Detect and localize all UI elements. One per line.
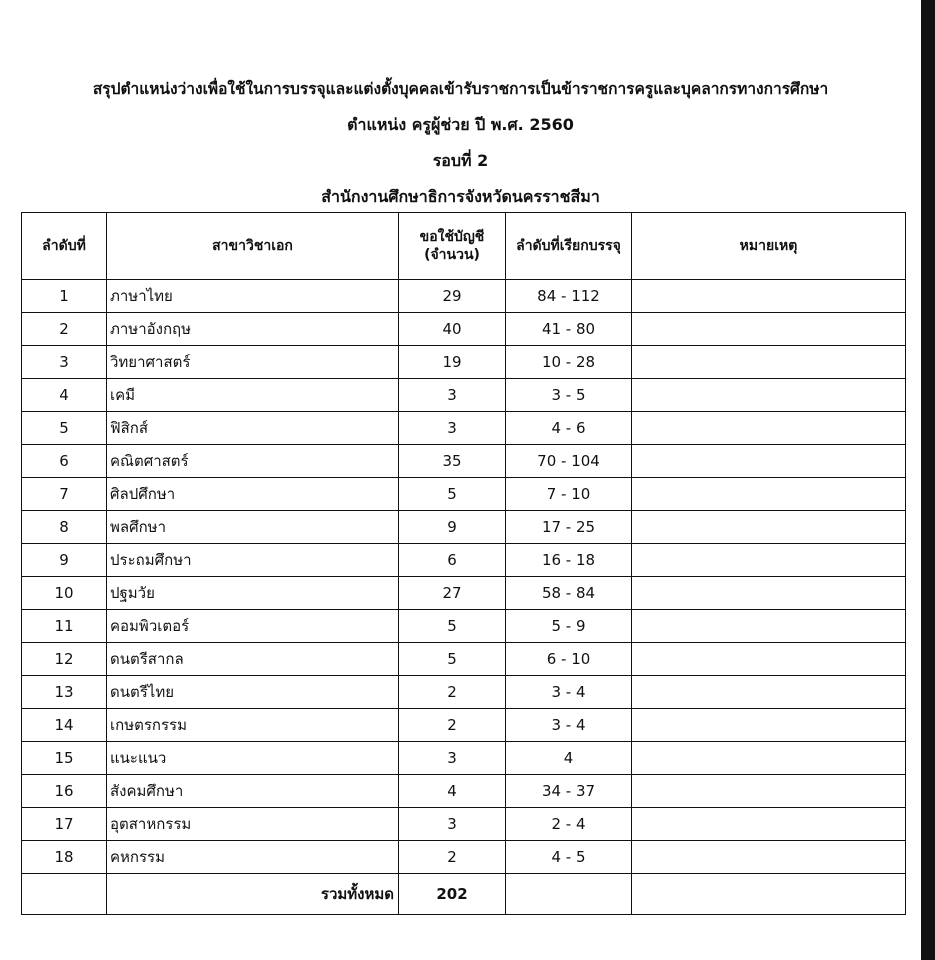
row-count: 35 [399,445,506,478]
header-order: ลำดับที่ [22,213,107,280]
row-subject: ภาษาไทย [107,280,399,313]
row-subject: พลศึกษา [107,511,399,544]
row-count: 9 [399,511,506,544]
row-count: 19 [399,346,506,379]
row-number: 17 [22,808,107,841]
row-subject: แนะแนว [107,742,399,775]
row-remark [632,841,906,874]
row-remark [632,280,906,313]
table-body [22,280,906,915]
row-remark [632,478,906,511]
row-number: 1 [22,280,107,313]
row-call-range: 34 - 37 [506,775,632,808]
row-call-range: 4 [506,742,632,775]
table-row [22,379,906,412]
row-count: 2 [399,676,506,709]
row-count: 5 [399,478,506,511]
row-count: 5 [399,610,506,643]
row-subject: เกษตรกรรม [107,709,399,742]
table-row [22,478,906,511]
position-subtitle: ตำแหน่ง ครูผู้ช่วย ปี พ.ศ. 2560 [347,115,574,134]
table-row [22,808,906,841]
row-count: 3 [399,808,506,841]
row-remark [632,676,906,709]
row-call-range: 70 - 104 [506,445,632,478]
row-subject: ศิลปศึกษา [107,478,399,511]
row-number: 2 [22,313,107,346]
row-subject: ประถมศึกษา [107,544,399,577]
table-header-row [22,213,906,280]
table-row [22,280,906,313]
table-row [22,577,906,610]
header-request-line2: (จำนวน) [424,247,480,263]
row-subject: อุตสาหกรรม [107,808,399,841]
vacancy-summary-table [21,212,906,915]
row-number: 16 [22,775,107,808]
table-row [22,313,906,346]
row-remark [632,742,906,775]
row-number: 3 [22,346,107,379]
row-remark [632,709,906,742]
header-request [399,213,506,280]
row-subject: ฟิสิกส์ [107,412,399,445]
header-major: สาขาวิชาเอก [107,213,399,280]
row-count: 3 [399,412,506,445]
row-number: 11 [22,610,107,643]
table-row [22,412,906,445]
row-call-range: 4 - 5 [506,841,632,874]
row-count: 3 [399,379,506,412]
row-call-range: 58 - 84 [506,577,632,610]
row-subject: คหกรรม [107,841,399,874]
table-row [22,841,906,874]
row-count: 29 [399,280,506,313]
row-count: 6 [399,544,506,577]
row-subject: คอมพิวเตอร์ [107,610,399,643]
row-call-range: 3 - 5 [506,379,632,412]
row-number: 14 [22,709,107,742]
row-call-range: 6 - 10 [506,643,632,676]
row-number: 7 [22,478,107,511]
row-number: 18 [22,841,107,874]
row-count: 3 [399,742,506,775]
row-remark [632,643,906,676]
row-call-range: 16 - 18 [506,544,632,577]
row-subject: ดนตรีไทย [107,676,399,709]
row-remark [632,313,906,346]
row-subject: ดนตรีสากล [107,643,399,676]
row-number: 12 [22,643,107,676]
row-remark [632,445,906,478]
total-value: 202 [399,874,506,915]
table-row [22,610,906,643]
table-row [22,775,906,808]
row-subject: สังคมศึกษา [107,775,399,808]
row-number: 9 [22,544,107,577]
row-remark [632,511,906,544]
row-call-range: 2 - 4 [506,808,632,841]
row-call-range: 4 - 6 [506,412,632,445]
row-remark [632,379,906,412]
row-count: 27 [399,577,506,610]
row-remark [632,610,906,643]
office-subtitle: สำนักงานศึกษาธิการจังหวัดนครราชสีมา [321,187,600,206]
row-call-range: 3 - 4 [506,709,632,742]
table-row [22,445,906,478]
row-subject: ภาษาอังกฤษ [107,313,399,346]
row-subject: คณิตศาสตร์ [107,445,399,478]
table-row [22,346,906,379]
table-row [22,511,906,544]
total-empty-cell [632,874,906,915]
row-remark [632,412,906,445]
header-remark: หมายเหตุ [632,213,906,280]
header-call-order: ลำดับที่เรียกบรรจุ [506,213,632,280]
total-label: รวมทั้งหมด [107,874,399,915]
row-call-range: 10 - 28 [506,346,632,379]
total-empty-cell [22,874,107,915]
row-call-range: 7 - 10 [506,478,632,511]
row-remark [632,577,906,610]
row-remark [632,544,906,577]
row-number: 6 [22,445,107,478]
document-title: สรุปตำแหน่งว่างเพื่อใช้ในการบรรจุและแต่งตั้งบุคคลเข้ารับราชการเป็นข้าราชการครูและบุคลากรทางการศึกษา [92,80,829,98]
row-count: 2 [399,841,506,874]
row-number: 15 [22,742,107,775]
table-row [22,742,906,775]
table-row [22,544,906,577]
row-remark [632,775,906,808]
header-request-line1: ขอใช้บัญชี [419,229,485,245]
right-edge-bar [921,0,935,960]
row-subject: ปฐมวัย [107,577,399,610]
row-subject: วิทยาศาสตร์ [107,346,399,379]
table-row [22,709,906,742]
row-number: 13 [22,676,107,709]
row-number: 8 [22,511,107,544]
total-empty-cell [506,874,632,915]
row-count: 2 [399,709,506,742]
row-call-range: 41 - 80 [506,313,632,346]
row-count: 4 [399,775,506,808]
row-number: 4 [22,379,107,412]
round-subtitle: รอบที่ 2 [432,151,489,170]
row-subject: เคมี [107,379,399,412]
row-call-range: 5 - 9 [506,610,632,643]
row-number: 5 [22,412,107,445]
row-remark [632,808,906,841]
table-row [22,676,906,709]
row-remark [632,346,906,379]
row-call-range: 84 - 112 [506,280,632,313]
total-row [22,874,906,915]
row-call-range: 17 - 25 [506,511,632,544]
row-count: 40 [399,313,506,346]
row-number: 10 [22,577,107,610]
row-count: 5 [399,643,506,676]
row-call-range: 3 - 4 [506,676,632,709]
table-row [22,643,906,676]
